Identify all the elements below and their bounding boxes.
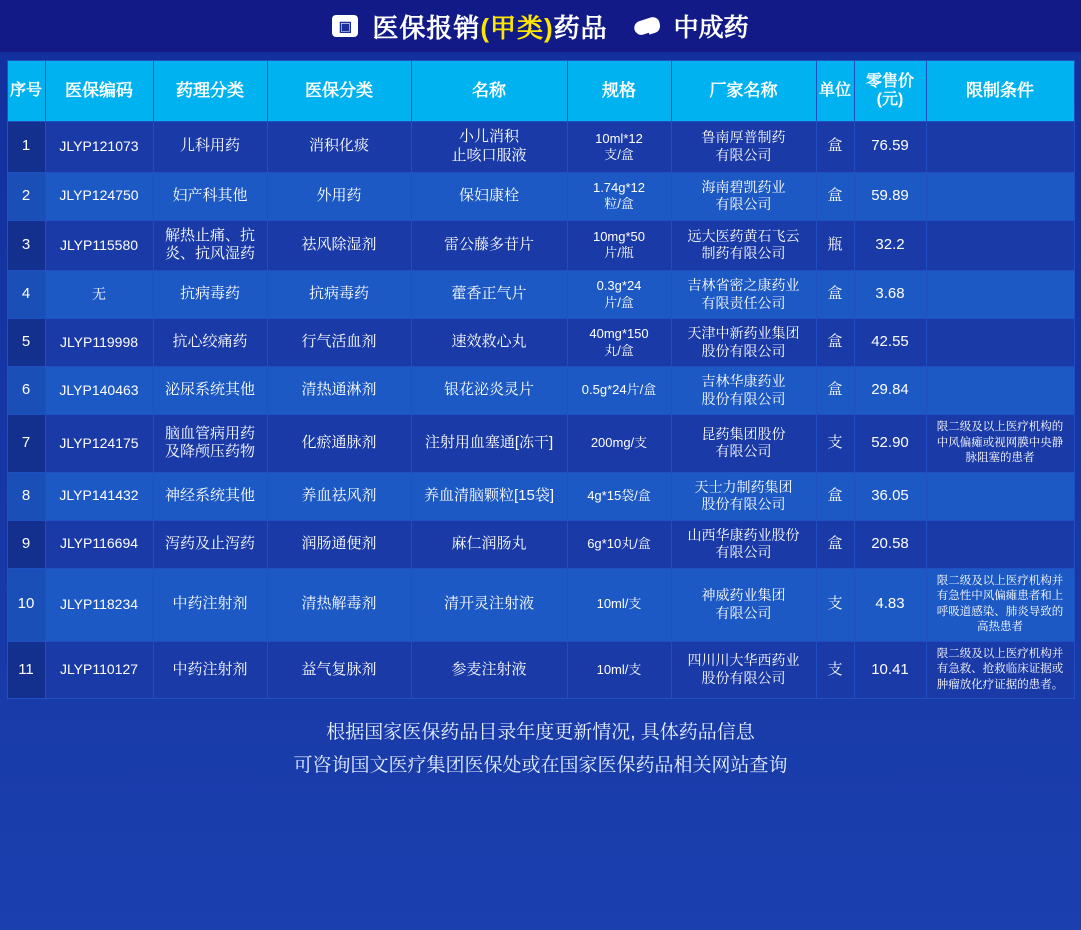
row-cell-insure: 消积化痰 bbox=[267, 122, 411, 173]
row-cell-name: 保妇康栓 bbox=[411, 172, 567, 220]
row-cell-code: JLYP118234 bbox=[45, 568, 153, 641]
column-header-insure: 医保分类 bbox=[267, 61, 411, 122]
table-row bbox=[7, 568, 1074, 641]
table-row bbox=[7, 220, 1074, 271]
row-cell-factory: 昆药集团股份 有限公司 bbox=[671, 415, 816, 473]
page-title bbox=[372, 8, 607, 45]
row-cell-limit bbox=[926, 319, 1074, 367]
row-cell-pharm: 解热止痛、抗 炎、抗风湿药 bbox=[153, 220, 267, 271]
table-row bbox=[7, 271, 1074, 319]
row-cell-pharm: 泻药及止泻药 bbox=[153, 520, 267, 568]
row-cell-name: 麻仁润肠丸 bbox=[411, 520, 567, 568]
row-cell-code: JLYP116694 bbox=[45, 520, 153, 568]
row-cell-spec: 1.74g*12 粒/盒 bbox=[567, 172, 671, 220]
row-cell-sn: 5 bbox=[7, 319, 45, 367]
row-cell-code: JLYP124175 bbox=[45, 415, 153, 473]
column-header-price: 零售价(元) bbox=[854, 61, 926, 122]
row-cell-sn: 7 bbox=[7, 415, 45, 473]
row-cell-limit bbox=[926, 172, 1074, 220]
row-cell-factory: 吉林华康药业 股份有限公司 bbox=[671, 367, 816, 415]
column-header-code: 医保编码 bbox=[45, 61, 153, 122]
row-cell-code: 无 bbox=[45, 271, 153, 319]
row-cell-insure: 化瘀通脉剂 bbox=[267, 415, 411, 473]
row-cell-sn: 9 bbox=[7, 520, 45, 568]
row-cell-unit: 盒 bbox=[816, 271, 854, 319]
row-cell-factory: 吉林省密之康药业 有限责任公司 bbox=[671, 271, 816, 319]
row-cell-price: 10.41 bbox=[854, 641, 926, 699]
pill-box-icon: ▣ bbox=[332, 15, 358, 37]
row-cell-spec: 10ml/支 bbox=[567, 641, 671, 699]
table-header-row bbox=[7, 61, 1074, 122]
capsule-icon bbox=[634, 17, 660, 35]
row-cell-unit: 支 bbox=[816, 415, 854, 473]
row-cell-pharm: 脑血管病用药 及降颅压药物 bbox=[153, 415, 267, 473]
table-row bbox=[7, 415, 1074, 473]
row-cell-insure: 行气活血剂 bbox=[267, 319, 411, 367]
row-cell-unit: 瓶 bbox=[816, 220, 854, 271]
row-cell-pharm: 妇产科其他 bbox=[153, 172, 267, 220]
title-highlight: (甲类) bbox=[480, 12, 554, 43]
row-cell-insure: 抗病毒药 bbox=[267, 271, 411, 319]
table-row bbox=[7, 319, 1074, 367]
row-cell-name: 小儿消积 止咳口服液 bbox=[411, 122, 567, 173]
row-cell-spec: 0.5g*24片/盒 bbox=[567, 367, 671, 415]
footer-line-1: 根据国家医保药品目录年度更新情况, 具体药品信息 bbox=[326, 722, 755, 744]
column-header-pharm: 药理分类 bbox=[153, 61, 267, 122]
row-cell-unit: 支 bbox=[816, 568, 854, 641]
row-cell-unit: 盒 bbox=[816, 172, 854, 220]
row-cell-sn: 11 bbox=[7, 641, 45, 699]
row-cell-sn: 1 bbox=[7, 122, 45, 173]
row-cell-price: 4.83 bbox=[854, 568, 926, 641]
row-cell-sn: 3 bbox=[7, 220, 45, 271]
row-cell-price: 59.89 bbox=[854, 172, 926, 220]
title-suffix: 药品 bbox=[553, 12, 608, 43]
table-row bbox=[7, 122, 1074, 173]
row-cell-spec: 0.3g*24 片/盒 bbox=[567, 271, 671, 319]
column-header-limit: 限制条件 bbox=[926, 61, 1074, 122]
row-cell-limit: 限二级及以上医疗机构并有急性中风偏瘫患者和上呼吸道感染、肺炎导致的高热患者 bbox=[926, 568, 1074, 641]
row-cell-price: 29.84 bbox=[854, 367, 926, 415]
table-body bbox=[7, 122, 1074, 699]
row-cell-code: JLYP119998 bbox=[45, 319, 153, 367]
column-header-unit: 单位 bbox=[816, 61, 854, 122]
row-cell-insure: 祛风除湿剂 bbox=[267, 220, 411, 271]
row-cell-price: 3.68 bbox=[854, 271, 926, 319]
row-cell-spec: 4g*15袋/盒 bbox=[567, 472, 671, 520]
row-cell-insure: 益气复脉剂 bbox=[267, 641, 411, 699]
row-cell-factory: 山西华康药业股份 有限公司 bbox=[671, 520, 816, 568]
row-cell-factory: 天津中新药业集团 股份有限公司 bbox=[671, 319, 816, 367]
row-cell-limit: 限二级及以上医疗机构的中风偏瘫或视网膜中央静脉阻塞的患者 bbox=[926, 415, 1074, 473]
column-header-spec: 规格 bbox=[567, 61, 671, 122]
row-cell-factory: 海南碧凯药业 有限公司 bbox=[671, 172, 816, 220]
row-cell-spec: 10mg*50 片/瓶 bbox=[567, 220, 671, 271]
drug-list-table bbox=[7, 60, 1075, 699]
row-cell-code: JLYP110127 bbox=[45, 641, 153, 699]
row-cell-unit: 盒 bbox=[816, 367, 854, 415]
row-cell-price: 76.59 bbox=[854, 122, 926, 173]
row-cell-name: 清开灵注射液 bbox=[411, 568, 567, 641]
row-cell-name: 藿香正气片 bbox=[411, 271, 567, 319]
row-cell-pharm: 泌尿系统其他 bbox=[153, 367, 267, 415]
column-header-name: 名称 bbox=[411, 61, 567, 122]
row-cell-sn: 4 bbox=[7, 271, 45, 319]
row-cell-factory: 鲁南厚普制药 有限公司 bbox=[671, 122, 816, 173]
row-cell-price: 32.2 bbox=[854, 220, 926, 271]
page-subtitle: 中成药 bbox=[673, 14, 749, 42]
row-cell-unit: 盒 bbox=[816, 122, 854, 173]
row-cell-name: 速效救心丸 bbox=[411, 319, 567, 367]
row-cell-unit: 支 bbox=[816, 641, 854, 699]
row-cell-name: 养血清脑颗粒[15袋] bbox=[411, 472, 567, 520]
row-cell-insure: 清热通淋剂 bbox=[267, 367, 411, 415]
row-cell-code: JLYP124750 bbox=[45, 172, 153, 220]
row-cell-insure: 养血祛风剂 bbox=[267, 472, 411, 520]
row-cell-factory: 天士力制药集团 股份有限公司 bbox=[671, 472, 816, 520]
table-row bbox=[7, 172, 1074, 220]
column-header-factory: 厂家名称 bbox=[671, 61, 816, 122]
row-cell-pharm: 抗病毒药 bbox=[153, 271, 267, 319]
row-cell-unit: 盒 bbox=[816, 520, 854, 568]
table-row bbox=[7, 472, 1074, 520]
row-cell-code: JLYP140463 bbox=[45, 367, 153, 415]
row-cell-price: 20.58 bbox=[854, 520, 926, 568]
row-cell-unit: 盒 bbox=[816, 319, 854, 367]
row-cell-spec: 10ml/支 bbox=[567, 568, 671, 641]
row-cell-pharm: 中药注射剂 bbox=[153, 641, 267, 699]
row-cell-limit: 限二级及以上医疗机构并有急救、抢救临床证据或肿瘤放化疗证据的患者。 bbox=[926, 641, 1074, 699]
row-cell-spec: 40mg*150 丸/盒 bbox=[567, 319, 671, 367]
table-row bbox=[7, 367, 1074, 415]
row-cell-name: 银花泌炎灵片 bbox=[411, 367, 567, 415]
row-cell-insure: 外用药 bbox=[267, 172, 411, 220]
row-cell-code: JLYP115580 bbox=[45, 220, 153, 271]
row-cell-sn: 10 bbox=[7, 568, 45, 641]
row-cell-factory: 远大医药黄石飞云 制药有限公司 bbox=[671, 220, 816, 271]
row-cell-price: 42.55 bbox=[854, 319, 926, 367]
row-cell-name: 参麦注射液 bbox=[411, 641, 567, 699]
row-cell-name: 注射用血塞通[冻干] bbox=[411, 415, 567, 473]
row-cell-factory: 神威药业集团 有限公司 bbox=[671, 568, 816, 641]
row-cell-code: JLYP141432 bbox=[45, 472, 153, 520]
column-header-sn: 序号 bbox=[7, 61, 45, 122]
row-cell-spec: 200mg/支 bbox=[567, 415, 671, 473]
row-cell-limit bbox=[926, 271, 1074, 319]
row-cell-sn: 6 bbox=[7, 367, 45, 415]
row-cell-spec: 6g*10丸/盒 bbox=[567, 520, 671, 568]
row-cell-limit bbox=[926, 520, 1074, 568]
footer-line-2: 可咨询国文医疗集团医保处或在国家医保药品相关网站查询 bbox=[293, 754, 788, 776]
row-cell-insure: 清热解毒剂 bbox=[267, 568, 411, 641]
footer-note bbox=[0, 717, 1081, 782]
row-cell-price: 36.05 bbox=[854, 472, 926, 520]
row-cell-unit: 盒 bbox=[816, 472, 854, 520]
row-cell-pharm: 抗心绞痛药 bbox=[153, 319, 267, 367]
row-cell-limit bbox=[926, 220, 1074, 271]
table-row bbox=[7, 641, 1074, 699]
row-cell-limit bbox=[926, 367, 1074, 415]
row-cell-price: 52.90 bbox=[854, 415, 926, 473]
row-cell-limit bbox=[926, 472, 1074, 520]
row-cell-spec: 10ml*12 支/盒 bbox=[567, 122, 671, 173]
row-cell-sn: 8 bbox=[7, 472, 45, 520]
table-row bbox=[7, 520, 1074, 568]
row-cell-sn: 2 bbox=[7, 172, 45, 220]
row-cell-insure: 润肠通便剂 bbox=[267, 520, 411, 568]
row-cell-pharm: 神经系统其他 bbox=[153, 472, 267, 520]
row-cell-code: JLYP121073 bbox=[45, 122, 153, 173]
title-prefix: 医保报销 bbox=[372, 12, 481, 43]
row-cell-pharm: 儿科用药 bbox=[153, 122, 267, 173]
row-cell-factory: 四川川大华西药业 股份有限公司 bbox=[671, 641, 816, 699]
row-cell-name: 雷公藤多苷片 bbox=[411, 220, 567, 271]
row-cell-limit bbox=[926, 122, 1074, 173]
page-header bbox=[0, 0, 1081, 52]
row-cell-pharm: 中药注射剂 bbox=[153, 568, 267, 641]
